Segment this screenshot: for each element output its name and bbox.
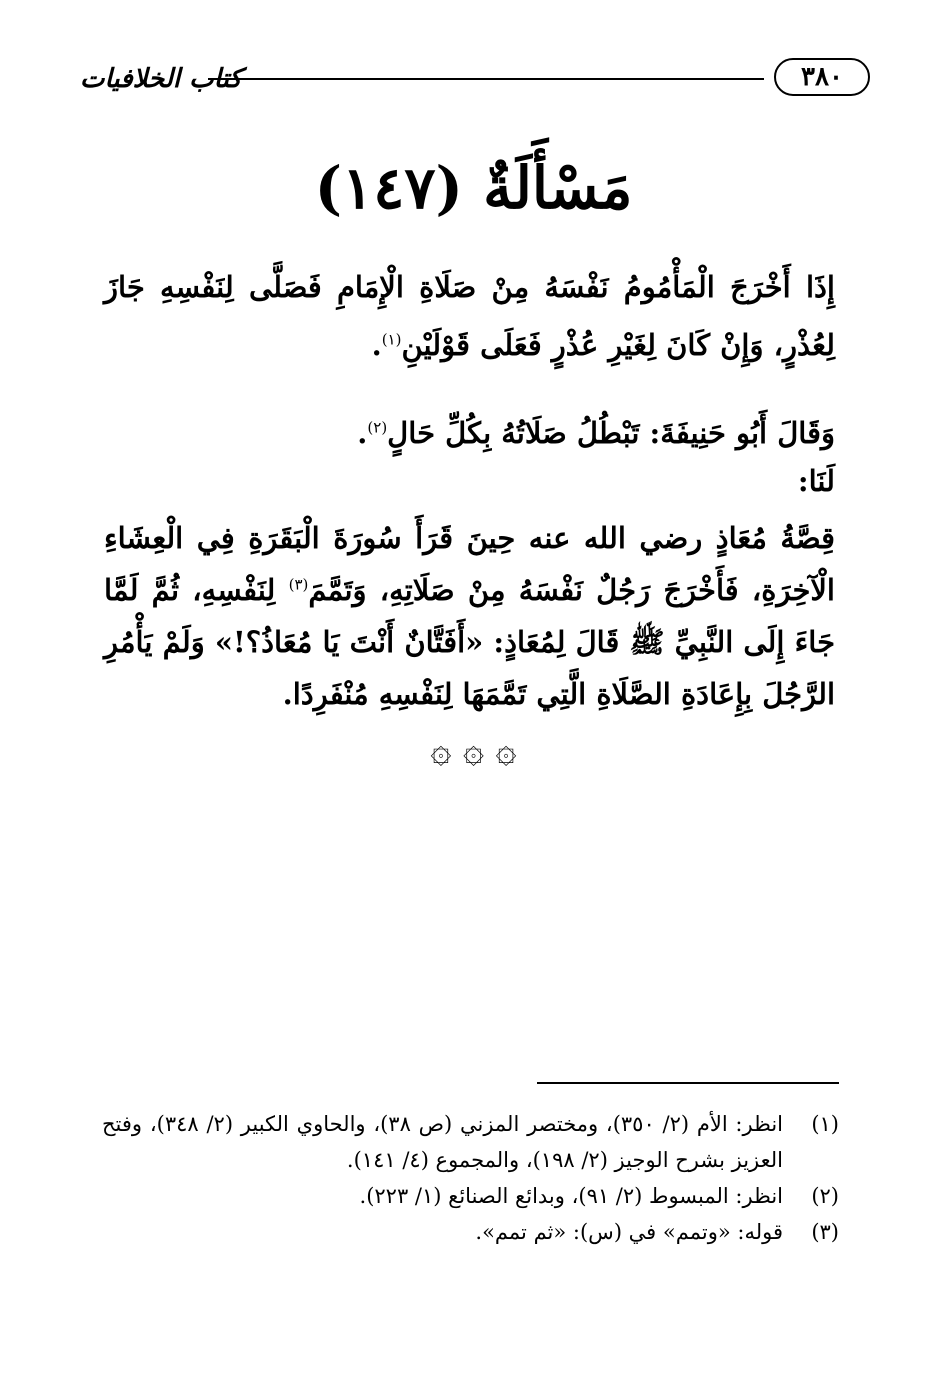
- footnote-number: (١): [811, 1112, 839, 1136]
- evidence-paragraph: [104, 512, 835, 720]
- page-number: ٣٨٠: [774, 58, 870, 96]
- footnote-text: انظر: المبسوط (٢/ ٩١)، وبدائع الصنائع (١/ ٢٢٣).: [359, 1184, 783, 1208]
- footnote-ref-3: (٣): [288, 575, 309, 594]
- footnotes: [102, 1106, 839, 1250]
- abu-hanifa-opinion-end: .: [357, 416, 368, 450]
- evidence-text-a: قِصَّةُ مُعَاذٍ رضي الله عنه حِينَ قَرَأَ سُورَةَ الْبَقَرَةِ فِي الْعِشَاءِ الْآخِرَةِ، فَأَخْرَجَ رَجُلٌ نَفْسَهُ مِنْ صَلَاتِهِ، وَتَمَّمَ: [104, 521, 835, 607]
- footnote-text: انظر: الأم (٢/ ٣٥٠)، ومختصر المزني (ص ٣٨)، والحاوي الكبير (٢/ ٣٤٨)، وفتح العزيز بشرح الوجيز (٢/ ١٩٨)، والمجموع (٤/ ١٤١).: [102, 1112, 783, 1172]
- abu-hanifa-opinion-text: وَقَالَ أَبُو حَنِيفَةَ: تَبْطُلُ صَلَاتُهُ بِكُلِّ حَالٍ: [387, 416, 835, 450]
- issue-heading: مَسْأَلَةٌ (١٤٧): [314, 154, 633, 222]
- footnote-text: قوله: «وتمم» في (س): «ثم تمم».: [475, 1220, 783, 1244]
- header-rule: [208, 78, 764, 80]
- footnote-ref-2: (٢): [367, 418, 388, 437]
- footnote-number: (٣): [811, 1220, 839, 1244]
- footnote-number: (٢): [811, 1184, 839, 1208]
- book-title: كتاب الخلافيات: [80, 64, 242, 94]
- our-evidence-label: لَنَا:: [797, 464, 835, 498]
- footnote-item: [102, 1214, 839, 1250]
- issue-statement-end: .: [371, 328, 382, 362]
- footnote-item: [102, 1106, 839, 1178]
- issue-statement-text: إِذَا أَخْرَجَ الْمَأْمُومُ نَفْسَهُ مِنْ صَلَاةِ الْإِمَامِ فَصَلَّى لِنَفْسِهِ جَازَ لِعُذْرٍ، وَإِنْ كَانَ لِغَيْرِ عُذْرٍ فَعَلَى قَوْلَيْنِ: [104, 270, 835, 362]
- section-end-ornaments: ۞ ۞ ۞: [430, 730, 517, 771]
- issue-statement: [104, 258, 835, 374]
- footnote-item: [102, 1178, 839, 1214]
- page-header: [80, 58, 870, 108]
- footnote-ref-1: (١): [381, 330, 402, 349]
- evidence-text-b: لِنَفْسِهِ، ثُمَّ لَمَّا جَاءَ إِلَى النَّبِيِّ ﷺ قَالَ لِمُعَاذٍ: «أَفَتَّانٌ أَنْتَ يَا مُعَاذُ؟!» وَلَمْ يَأْمُرِ الرَّجُلَ بِإِعَادَةِ الصَّلَاةِ الَّتِي تَمَّمَهَا لِنَفْسِهِ مُنْفَرِدًا.: [104, 573, 835, 711]
- footnote-separator: [537, 1082, 839, 1084]
